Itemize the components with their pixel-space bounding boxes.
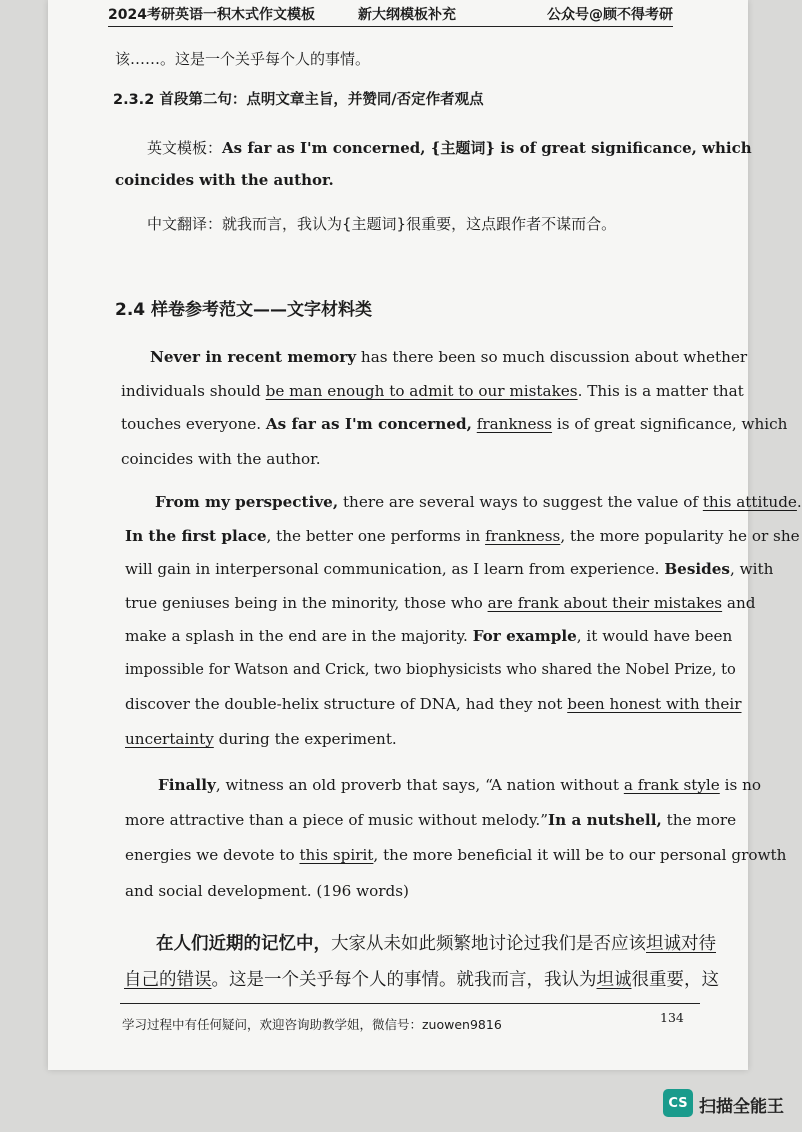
chinese-translation-template: 中文翻译：就我而言，我认为{主题词}很重要，这点跟作者不谋而合。 [147, 215, 617, 233]
text: individuals should [121, 382, 266, 400]
underlined-phrase: be man enough to admit to our mistakes [265, 382, 578, 400]
underlined-phrase: are frank about their mistakes [487, 594, 723, 612]
translation-line-2 [124, 966, 719, 991]
bold-phrase: In the first place [125, 527, 267, 545]
underlined-phrase: a frank style [623, 776, 720, 794]
bold-phrase: Finally [158, 776, 216, 794]
underlined-phrase: frankness [476, 415, 553, 433]
text: more attractive than a piece of music without melody.” [125, 811, 549, 829]
underlined-phrase: 坦诚 [596, 970, 632, 990]
text: is no [719, 776, 762, 794]
top-continuation-line: 该……。这是一个关乎每个人的事情。 [115, 50, 371, 68]
underlined-phrase: frankness [485, 527, 561, 545]
text: , with [729, 560, 774, 578]
underlined-phrase: uncertainty [125, 730, 214, 748]
scanner-watermark [663, 1088, 783, 1118]
text: , the better one performs in [266, 527, 486, 545]
text: 。这是一个关乎每个人的事情。就我而言，我认为 [211, 970, 597, 990]
essay-p3-line-4: and social development. (196 words) [125, 882, 409, 900]
essay-p2-line-2 [125, 527, 800, 545]
essay-p2-line-7 [125, 695, 742, 713]
text: is of great significance, which [552, 415, 788, 433]
camscanner-logo-icon: CS [663, 1089, 693, 1117]
text: , the more beneficial it will be to our personal growth [373, 846, 787, 864]
text: true geniuses being in the minority, those who [125, 594, 488, 612]
bold-phrase: As far as I'm concerned, [265, 415, 472, 433]
text: has there been so much discussion about whether [356, 348, 748, 366]
essay-p2-line-1 [155, 493, 802, 511]
header-center-title: 新大纲模板补充 [358, 7, 456, 23]
bold-phrase: In a nutshell, [548, 811, 662, 829]
text: touches everyone. [121, 415, 266, 433]
page-number: 134 [660, 1010, 684, 1025]
essay-p1-line-4: coincides with the author. [121, 450, 321, 468]
text: , the more popularity he or she [560, 527, 800, 545]
underlined-phrase: 自己的错误 [124, 970, 212, 990]
text: . This is a matter that [577, 382, 744, 400]
header-left-title: 2024考研英语一积木式作文模板 [108, 7, 315, 23]
essay-p2-line-8 [125, 730, 397, 748]
underlined-phrase: this spirit [299, 846, 374, 864]
essay-p1-line-2 [121, 382, 744, 400]
bold-phrase: Never in recent memory [150, 348, 357, 366]
footer-note: 学习过程中有任何疑问，欢迎咨询助教学姐，微信号：zuowen9816 [122, 1017, 502, 1032]
bold-phrase: Besides [664, 560, 730, 578]
essay-p2-line-3 [125, 560, 773, 578]
text: 很重要，这 [631, 970, 719, 990]
text: make a splash in the end are in the majority. [125, 627, 473, 645]
essay-p2-line-6: impossible for Watson and Crick, two biophysicists who shared the Nobel Prize, to [125, 661, 736, 678]
english-template-line-1 [147, 137, 752, 158]
scanner-label: 扫描全能王 [699, 1097, 784, 1117]
underlined-phrase: been honest with their [567, 695, 742, 713]
bold-phrase: From my perspective, [155, 493, 339, 511]
section-2-4-title: 2.4 样卷参考范文——文字材料类 [115, 300, 373, 320]
essay-p2-line-4 [125, 594, 756, 612]
essay-p3-line-1 [158, 776, 761, 794]
text: there are several ways to suggest the value of [338, 493, 703, 511]
essay-p2-line-5 [125, 627, 732, 645]
text: the more [661, 811, 737, 829]
text: discover the double-helix structure of DNA, had they not [125, 695, 568, 713]
bold-phrase: For example [472, 627, 577, 645]
section-2-3-2-title: 2.3.2 首段第二句：点明文章主旨，并赞同/否定作者观点 [113, 92, 484, 108]
english-template-line-2: coincides with the author. [115, 171, 334, 189]
text: . [796, 493, 802, 511]
text: energies we devote to [125, 846, 300, 864]
header-right-title: 公众号@顾不得考研 [547, 7, 673, 23]
bold-phrase: 在人们近期的记忆中， [156, 934, 331, 954]
footer-divider [120, 1003, 700, 1004]
underlined-phrase: 坦诚对待 [646, 934, 716, 954]
essay-p3-line-2 [125, 811, 736, 829]
text: , it would have been [576, 627, 733, 645]
english-template-label: 英文模板： [147, 139, 223, 157]
text: during the experiment. [213, 730, 397, 748]
text: and [722, 594, 756, 612]
text: , witness an old proverb that says, “A nation without [215, 776, 624, 794]
translation-line-1 [156, 930, 716, 955]
page-header [108, 2, 673, 27]
essay-p1-line-1 [150, 348, 747, 366]
text: will gain in interpersonal communication, as I learn from experience. [125, 560, 665, 578]
text: 大家从未如此频繁地讨论过我们是否应该 [331, 934, 646, 954]
essay-p1-line-3 [121, 415, 787, 433]
underlined-phrase: this attitude [702, 493, 797, 511]
english-template-text: As far as I'm concerned, {主题词} is of great significance, which [222, 139, 752, 157]
essay-p3-line-3 [125, 846, 786, 864]
